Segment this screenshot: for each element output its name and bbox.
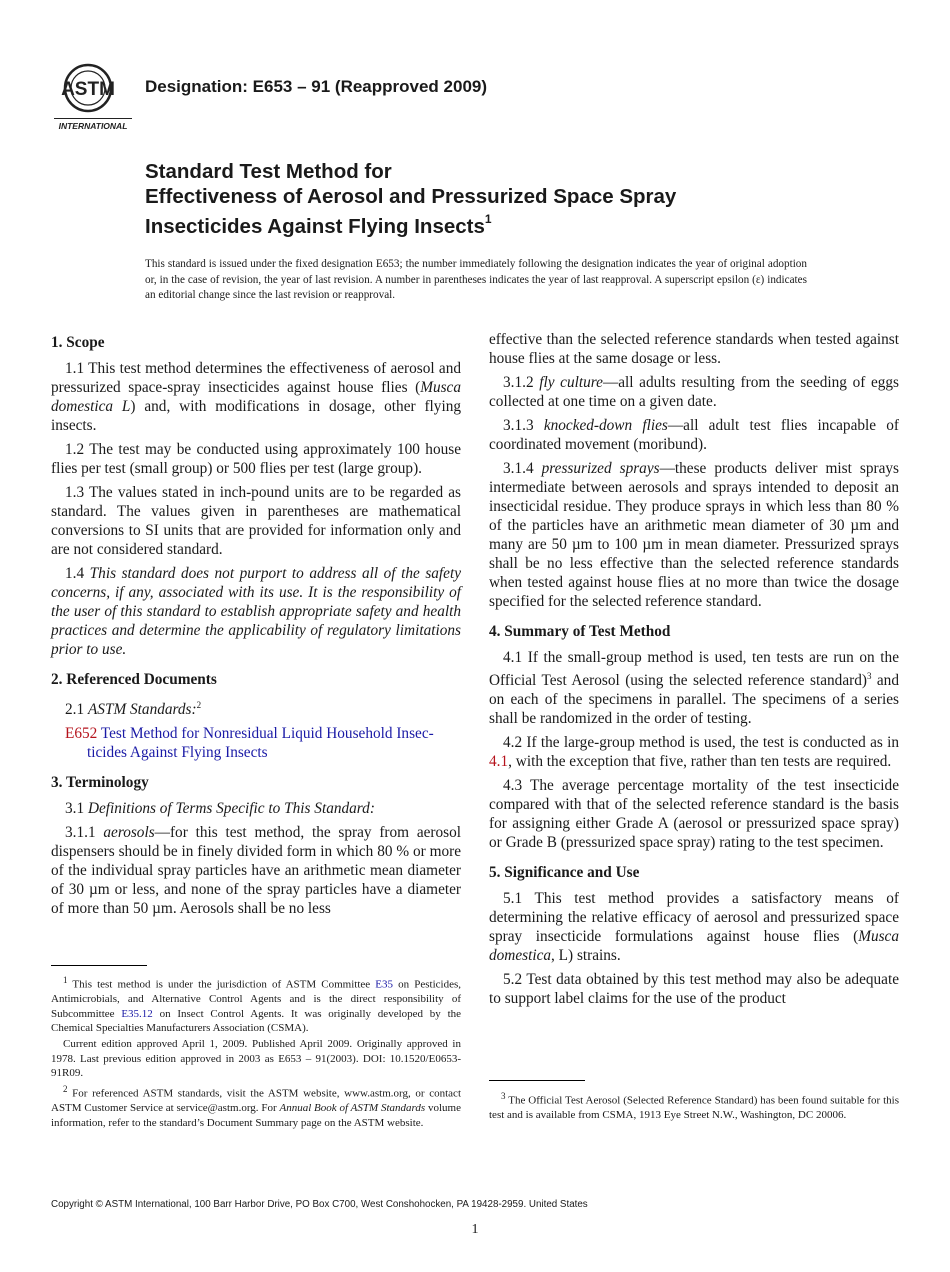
title-line-2: Effectiveness of Aerosol and Pressurized Space Spray [145, 184, 677, 208]
reference-title-link-cont[interactable]: ticides Against Flying Insects [87, 744, 268, 762]
paragraph-3-1: 3.1 Definitions of Terms Specific to This Standard: [65, 800, 375, 818]
paragraph-1-1: 1.1 This test method determines the effectiveness of aerosol and pressurized space-spray insecticides against house flies (Musca domestica L) and, with modifications in dosage, other flying insects. [51, 360, 461, 434]
subcommittee-e35-12-link[interactable]: E35.12 [121, 1007, 153, 1020]
paragraph-1-3: 1.3 The values stated in inch-pound units are to be regarded as standard. The values given in parentheses are mathematical conversions to SI units that are provided for information only and are not considered standard. [51, 484, 461, 558]
reference-code-link[interactable]: E652 [65, 725, 98, 743]
footnote-rule-left [51, 965, 147, 966]
paragraph-4-2: 4.2 If the large-group method is used, the test is conducted as in 4.1, with the exception that five, rather than ten tests are required. [489, 734, 899, 771]
paragraph-3-1-4: 3.1.4 pressurized sprays—these products deliver mist sprays intermediate between aerosols and sprays intended to deposit an insecticidal residue. They produce sprays in which less than 80 % of the particles have an arithmetic mean diameter of 30 µm and many are 50 µm to 100 µm in mean diameter. Pressurized sprays shall be no less effective than the selected reference standards when tested against house flies at no more than twice the dosage specified for the selected reference standard. [489, 460, 899, 610]
title-line-1: Standard Test Method for [145, 160, 392, 183]
title-footnote-mark: 1 [484, 212, 492, 226]
section-link-4-1[interactable]: 4.1 [489, 753, 509, 771]
designation: Designation: E653 – 91 (Reapproved 2009) [145, 77, 488, 96]
section-heading-summary: 4. Summary of Test Method [489, 623, 671, 640]
logo-text: ASTM [61, 79, 115, 100]
section-heading-referenced-documents: 2. Referenced Documents [51, 671, 217, 688]
footnote-2: $^2$ For referenced ASTM standards, visit the ASTM website, www.astm.org, or contact ASTM Customer Service at service@astm.org. For Annual Book of ASTM Standards volume information, refer to the standard’s Document Summary page on the ASTM website. [51, 1083, 461, 1129]
reference-title-link[interactable]: Test Method for Nonresidual Liquid Household Insec- [100, 725, 434, 743]
footnotes-left [51, 973, 461, 1131]
title-line-3: Insecticides Against Flying Insects$^1$ [145, 212, 492, 238]
footnote-1: $^1$ This test method is under the jurisdiction of ASTM Committee E35 on Pesticides, Antimicrobials, and Alternative Control Agents and is the direct responsibility of Subcommittee E35.12 on Insect Control Agents. It was originally developed by the Chemical Specialties Manufacturers Association (CSMA). [51, 975, 462, 1035]
issuance-notice: This standard is issued under the fixed designation E653; the number immediately following the designation indicates the year of original adoption or, in the case of revision, the year of last revision. A number in parentheses indicates the year of last reapproval. A superscript epsilon (ε) indicates an editorial change since the last revision or reapproval. [145, 258, 807, 301]
footnote-rule-right [489, 1080, 585, 1081]
committee-e35-link[interactable]: E35 [375, 978, 394, 991]
section-heading-terminology: 3. Terminology [51, 774, 149, 792]
reference-e652 [65, 724, 461, 762]
paragraph-4-3: 4.3 The average percentage mortality of the test insecticide compared with that of the selected reference standard is the basis for assigning either Grade A (aerosol or pressurized space spray) or Grade B (pressurized space spray) rating to the test specimen. [489, 777, 899, 852]
paragraph-5-2: 5.2 Test data obtained by this test method may also be adequate to support label claims for the use of the product [489, 971, 899, 1008]
paragraph-2-1: 2.1 ASTM Standards:$^2$ [65, 700, 202, 719]
paragraph-3-1-3: 3.1.3 knocked-down flies—all adult test flies incapable of coordinated movement (moribund). [489, 417, 899, 453]
paragraph-4-1: 4.1 If the small-group method is used, ten tests are run on the Official Test Aerosol (using the selected reference standard)$^3$ and on each of the specimens in parallel. The specimens of a series shall be randomized in the order of testing. [489, 649, 899, 728]
footnote-3: $^3$ The Official Test Aerosol (Selected Reference Standard) has been found suitable for this test and is available from CSMA, 1913 Eye Street N.W., Washington, DC 20006. [489, 1091, 899, 1122]
section-heading-significance: 5. Significance and Use [489, 864, 640, 882]
footnote-1-edition: Current edition approved April 1, 2009. Published April 2009. Originally approved in 1978. Last previous edition approved in 2003 as E653 – 91(2003). DOI: 10.1520/E0653-91R09. [51, 1038, 461, 1080]
right-column [489, 330, 899, 1013]
page-title [145, 160, 845, 239]
paragraph-1-2: 1.2 The test may be conducted using approximately 100 house flies per test (small group) or 500 flies per test (large group). [51, 441, 461, 477]
paragraph-3-1-1: 3.1.1 aerosols—for this test method, the spray from aerosol dispensers should be in finely divided form in which 80 % or more of the individual spray particles have an arithmetic mean diameter of 30 µm or less, and none of the spray particles have a diameter of more than 50 µm. Aerosols shall be no less [51, 824, 461, 918]
paragraph-5-1: 5.1 This test method provides a satisfactory means of determining the relative efficacy of aerosol and pressurized space spray insecticide formulations against house flies (Musca domestica, L) strains. [489, 890, 899, 965]
astm-logo [50, 58, 136, 132]
footnotes-right [489, 1089, 899, 1124]
paragraph-3-1-1-continued: effective than the selected reference standards when tested against house flies at the same dosage or less. [489, 331, 899, 367]
paragraph-3-1-2: 3.1.2 fly culture—all adults resulting from the seeding of eggs collected at one time on a given date. [489, 374, 900, 410]
logo-subtext: INTERNATIONAL [58, 121, 128, 131]
left-column [51, 330, 461, 923]
copyright-line: Copyright © ASTM International, 100 Barr Harbor Drive, PO Box C700, West Conshohocken, PA 19428-2959. United States [51, 1199, 588, 1210]
section-heading-scope: 1. Scope [51, 334, 105, 351]
page-number: 1 [471, 1222, 479, 1237]
paragraph-1-4: 1.4 This standard does not purport to address all of the safety concerns, if any, associated with its use. It is the responsibility of the user of this standard to establish appropriate safety and health practices and determine the applicability of regulatory limitations prior to use. [51, 565, 461, 658]
